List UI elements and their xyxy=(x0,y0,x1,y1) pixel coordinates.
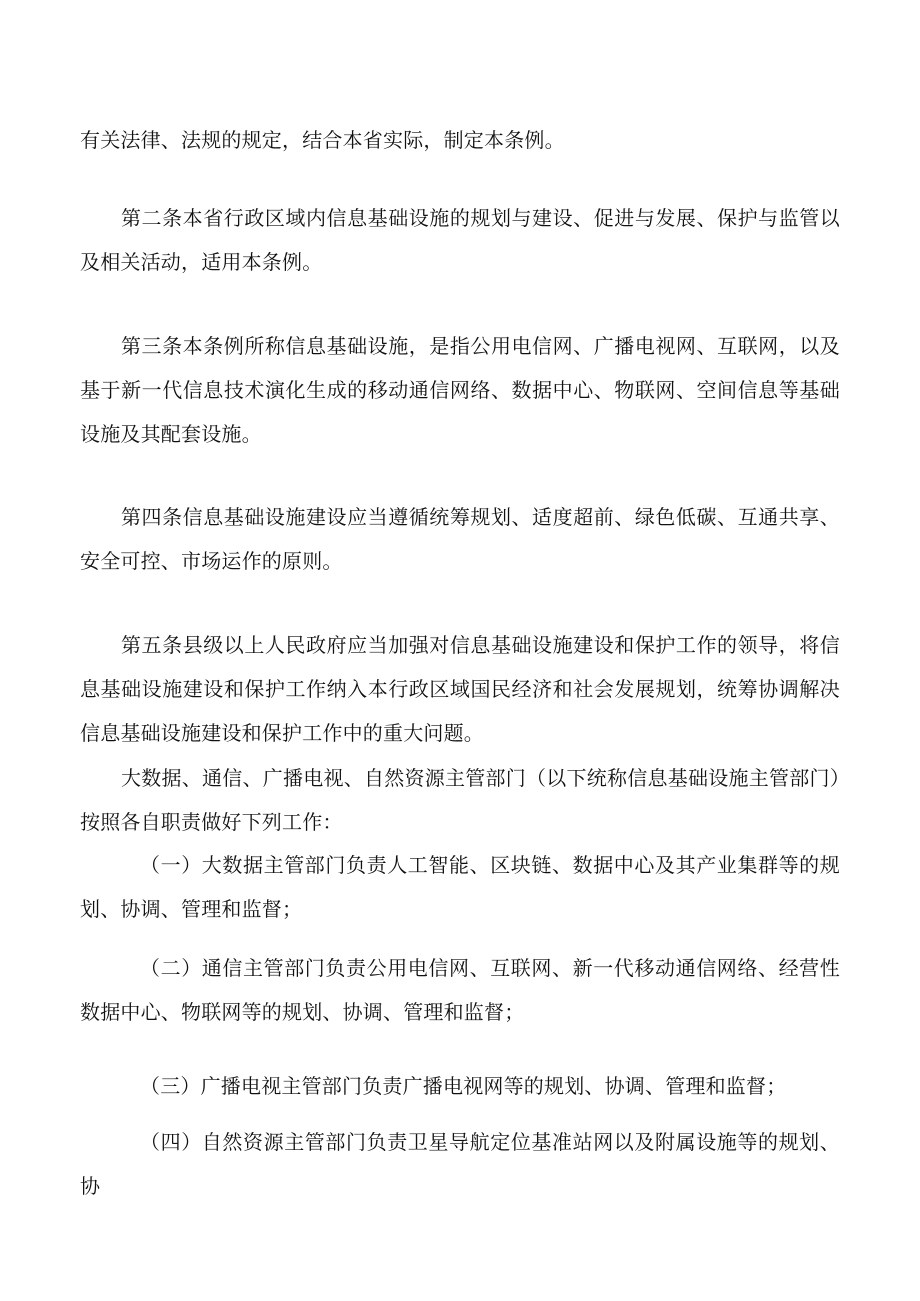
paragraph-article-2: 第二条本省行政区域内信息基础设施的规划与建设、促进与发展、保护与监管以及相关活动，适用本条例。 xyxy=(80,206,840,274)
paragraph-article-5: 第五条县级以上人民政府应当加强对信息基础设施建设和保护工作的领导，将信息基础设施建设和保护工作纳入本行政区域国民经济和社会发展规划，统筹协调解决信息基础设施建设和保护工作中的重大问题。 xyxy=(80,633,840,745)
paragraph-item-3: （三）广播电视主管部门负责广播电视网等的规划、协调、管理和监督； xyxy=(140,1074,787,1098)
paragraph-article-3: 第三条本条例所称信息基础设施，是指公用电信网、广播电视网、互联网，以及基于新一代信息技术演化生成的移动通信网络、数据中心、物联网、空间信息等基础设施及其配套设施。 xyxy=(80,334,840,446)
paragraph-item-1: （一）大数据主管部门负责人工智能、区块链、数据中心及其产业集群等的规划、协调、管理和监督； xyxy=(80,853,840,921)
paragraph-item-2: （二）通信主管部门负责公用电信网、互联网、新一代移动通信网络、经营性数据中心、物联网等的规划、协调、管理和监督； xyxy=(80,956,840,1024)
paragraph-departments: 大数据、通信、广播电视、自然资源主管部门（以下统称信息基础设施主管部门）按照各自职责做好下列工作： xyxy=(80,766,840,834)
paragraph-item-4: （四）自然资源主管部门负责卫星导航定位基准站网以及附属设施等的规划、协 xyxy=(80,1130,840,1198)
paragraph-article-4: 第四条信息基础设施建设应当遵循统筹规划、适度超前、绿色低碳、互通共享、安全可控、市场运作的原则。 xyxy=(80,505,840,573)
paragraph-continuation: 有关法律、法规的规定，结合本省实际，制定本条例。 xyxy=(80,128,565,152)
